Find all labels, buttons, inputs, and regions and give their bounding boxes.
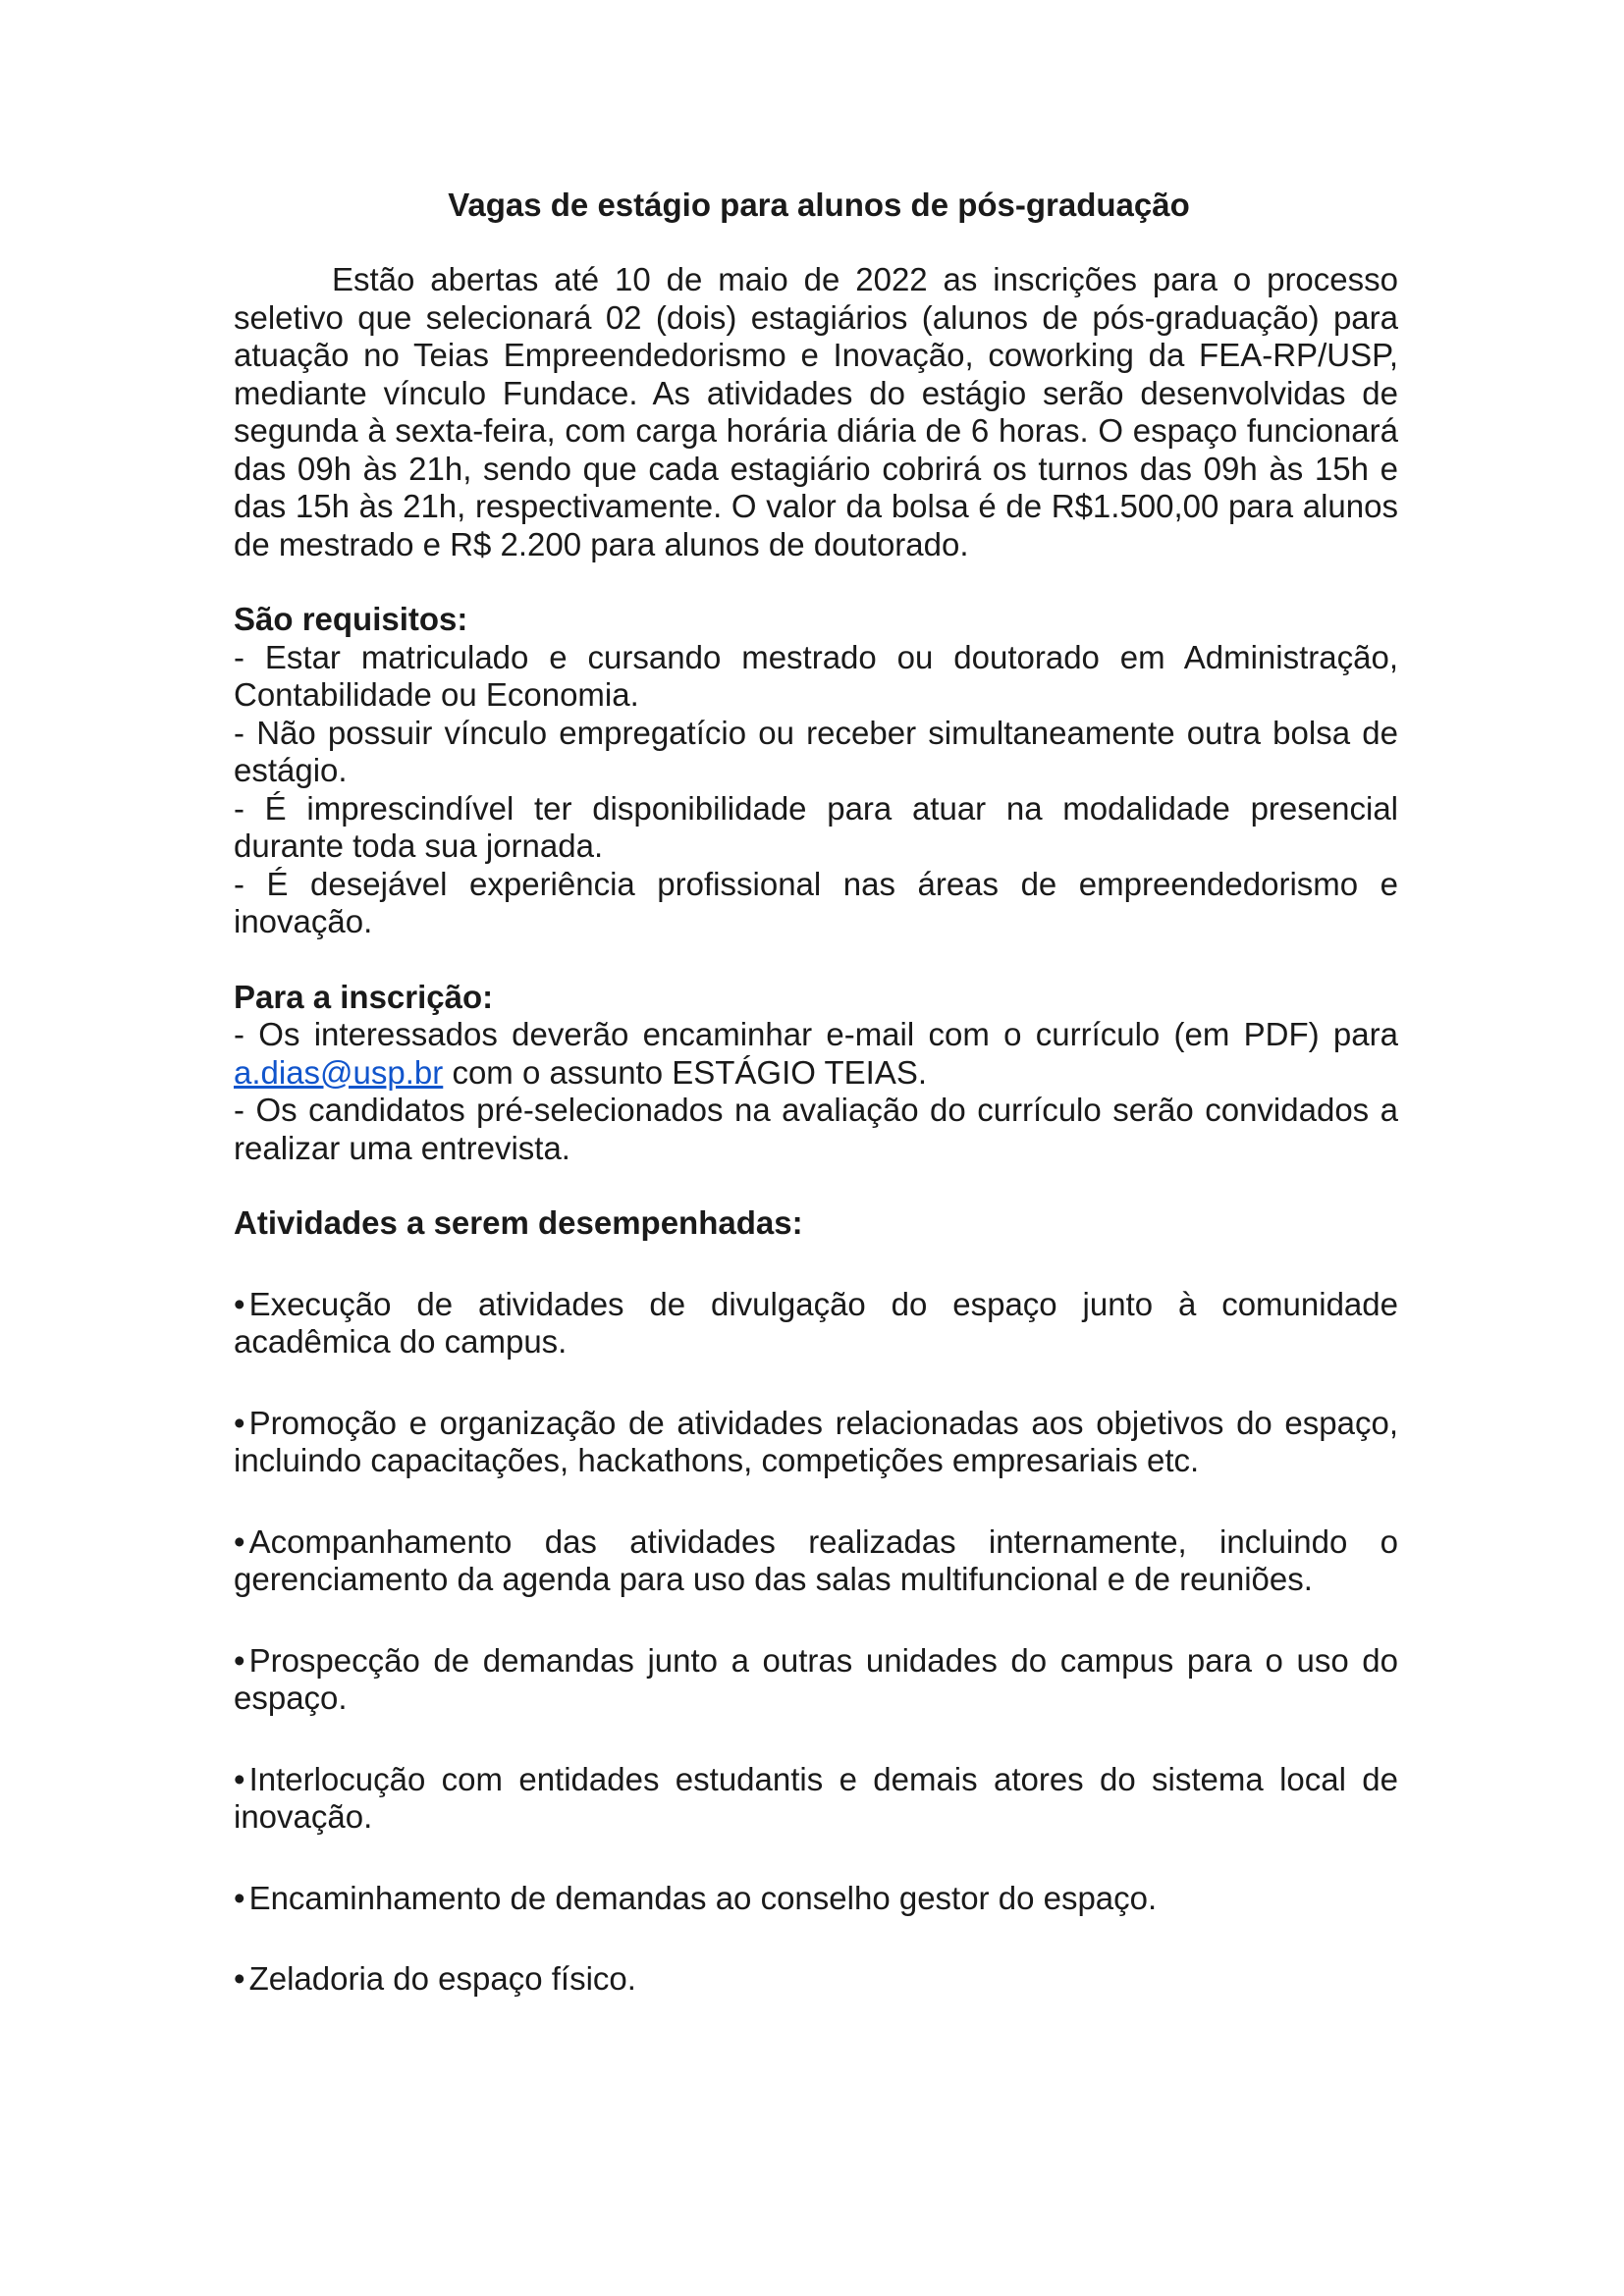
requisito-item: - Não possuir vínculo empregatício ou receber simultaneamente outra bolsa de estágio. xyxy=(234,714,1398,788)
inscricao-item-email xyxy=(234,1016,1398,1092)
bullet-icon: • xyxy=(234,1879,245,1916)
bullet-icon: • xyxy=(234,1404,245,1441)
bullet-icon: • xyxy=(234,1522,245,1560)
bullet-icon: • xyxy=(234,1285,245,1322)
list-item xyxy=(234,1642,1398,1718)
atividade-text: Interlocução com entidades estudantis e demais atores do sistema local de inovação. xyxy=(234,1760,1398,1835)
document-page xyxy=(234,187,1398,2042)
list-item xyxy=(234,1523,1398,1599)
bullet-icon: • xyxy=(234,1960,245,1997)
atividade-text: Execução de atividades de divulgação do espaço junto à comunidade acadêmica do campus. xyxy=(234,1285,1398,1360)
bullet-icon: • xyxy=(234,1760,245,1797)
atividade-text: Promoção e organização de atividades relacionadas aos objetivos do espaço, incluindo capacitações, hackathons, competições empresariais etc. xyxy=(234,1404,1398,1478)
list-item xyxy=(234,1286,1398,1362)
list-item xyxy=(234,1880,1398,1918)
inscricao-text-after-email: com o assunto ESTÁGIO TEIAS. xyxy=(443,1053,928,1091)
requisitos-section xyxy=(234,601,1398,941)
atividade-text: Encaminhamento de demandas ao conselho gestor do espaço. xyxy=(248,1879,1158,1916)
atividade-text: Acompanhamento das atividades realizadas internamente, incluindo o gerenciamento da agenda para uso das salas multifuncional e de reuniões. xyxy=(234,1522,1398,1597)
bullet-icon: • xyxy=(234,1641,245,1679)
atividade-text: Zeladoria do espaço físico. xyxy=(248,1960,636,1997)
atividades-heading: Atividades a serem desempenhadas: xyxy=(234,1204,803,1241)
inscricao-text-before-email: - Os interessados deverão encaminhar e-mail com o currículo (em PDF) para xyxy=(234,1016,1398,1052)
requisito-item: - É imprescindível ter disponibilidade para atuar na modalidade presencial durante toda sua jornada. xyxy=(234,789,1398,864)
list-item xyxy=(234,1405,1398,1480)
list-item xyxy=(234,1960,1398,1999)
list-item xyxy=(234,1761,1398,1837)
intro-paragraph: Estão abertas até 10 de maio de 2022 as inscrições para o processo seletivo que selecionará 02 (dois) estagiários (alunos de pós-graduação) para atuação no Teias Empreendedorismo e Inovação, coworking da FEA-RP/USP, mediante vínculo Fundace. As atividades do estágio serão desenvolvidas de segunda à sexta-feira, com carga horária diária de 6 horas. O espaço funcionará das 09h às 21h, sendo que cada estagiário cobrirá os turnos das 09h às 15h e das 15h às 21h, respectivamente. O valor da bolsa é de R$1.500,00 para alunos de mestrado e R$ 2.200 para alunos de doutorado. xyxy=(234,261,1398,562)
requisitos-heading: São requisitos: xyxy=(234,601,468,637)
inscricao-item-entrevista: - Os candidatos pré-selecionados na avaliação do currículo serão convidados a realizar uma entrevista. xyxy=(234,1092,1398,1166)
inscricao-heading: Para a inscrição: xyxy=(234,978,494,1015)
requisito-item: - Estar matriculado e cursando mestrado ou doutorado em Administração, Contabilidade ou Economia. xyxy=(234,638,1398,713)
atividades-list xyxy=(234,1286,1398,1999)
document-title: Vagas de estágio para alunos de pós-graduação xyxy=(448,187,1190,223)
requisito-item: - É desejável experiência profissional nas áreas de empreendedorismo e inovação. xyxy=(234,865,1398,939)
email-link[interactable]: a.dias@usp.br xyxy=(234,1053,444,1091)
inscricao-section xyxy=(234,979,1398,1168)
atividade-text: Prospecção de demandas junto a outras unidades do campus para o uso do espaço. xyxy=(234,1641,1398,1716)
